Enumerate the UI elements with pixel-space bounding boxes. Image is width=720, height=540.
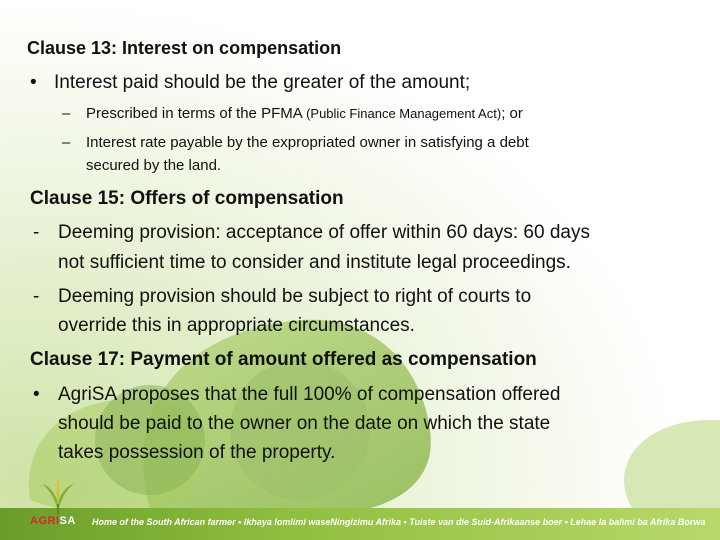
clause13-sub1-end: ; or (501, 105, 523, 122)
clause17-bullet-line2: should be paid to the owner on the date on which the state (58, 413, 551, 434)
clause17-bullet-marker: • (33, 384, 40, 405)
clause13-bullet-text: Interest paid should be the greater of the amount; (54, 72, 471, 93)
logo-sa-text: SA (59, 515, 76, 527)
clause17-bullet-line1: AgriSA proposes that the full 100% of compensation offered (58, 384, 561, 405)
clause13-sub1-text (86, 105, 523, 122)
clause13-sub1-small: (Public Finance Management Act) (306, 106, 502, 121)
clause13-bullet-marker: • (30, 72, 37, 93)
footer-tagline: Home of the South African farmer • Ikhaya lomlimi waseNingizimu Afrika • Tuiste van die Suid-Afrikaanse boer • Lehae la balimi ba Afrika Borwa (92, 517, 706, 527)
clause13-sub2-line1: Interest rate payable by the expropriated owner in satisfying a debt (86, 134, 529, 151)
clause13-sub1-main: Prescribed in terms of the PFMA (86, 105, 307, 122)
logo-agri-text: AGRI (30, 515, 60, 527)
clause15-item1-line2: not sufficient time to consider and institute legal proceedings. (58, 252, 571, 273)
clause13-sub1-dash: – (62, 105, 71, 122)
clause15-item2-line1: Deeming provision should be subject to right of courts to (58, 286, 532, 307)
agrisa-logo-wordmark (30, 515, 76, 527)
clause15-item1-hyphen: - (33, 222, 40, 243)
clause15-item2-hyphen: - (33, 286, 40, 307)
clause13-sub2-dash: – (62, 134, 71, 151)
clause13-heading: Clause 13: Interest on compensation (27, 38, 342, 58)
clause15-heading: Clause 15: Offers of compensation (30, 188, 344, 209)
clause13-sub2-line2: secured by the land. (86, 157, 222, 174)
clause15-item1-line1: Deeming provision: acceptance of offer within 60 days: 60 days (58, 222, 590, 243)
clause17-bullet-line3: takes possession of the property. (58, 442, 336, 463)
clause15-item2-line2: override this in appropriate circumstances. (58, 315, 415, 336)
clause17-heading: Clause 17: Payment of amount offered as compensation (30, 349, 537, 370)
